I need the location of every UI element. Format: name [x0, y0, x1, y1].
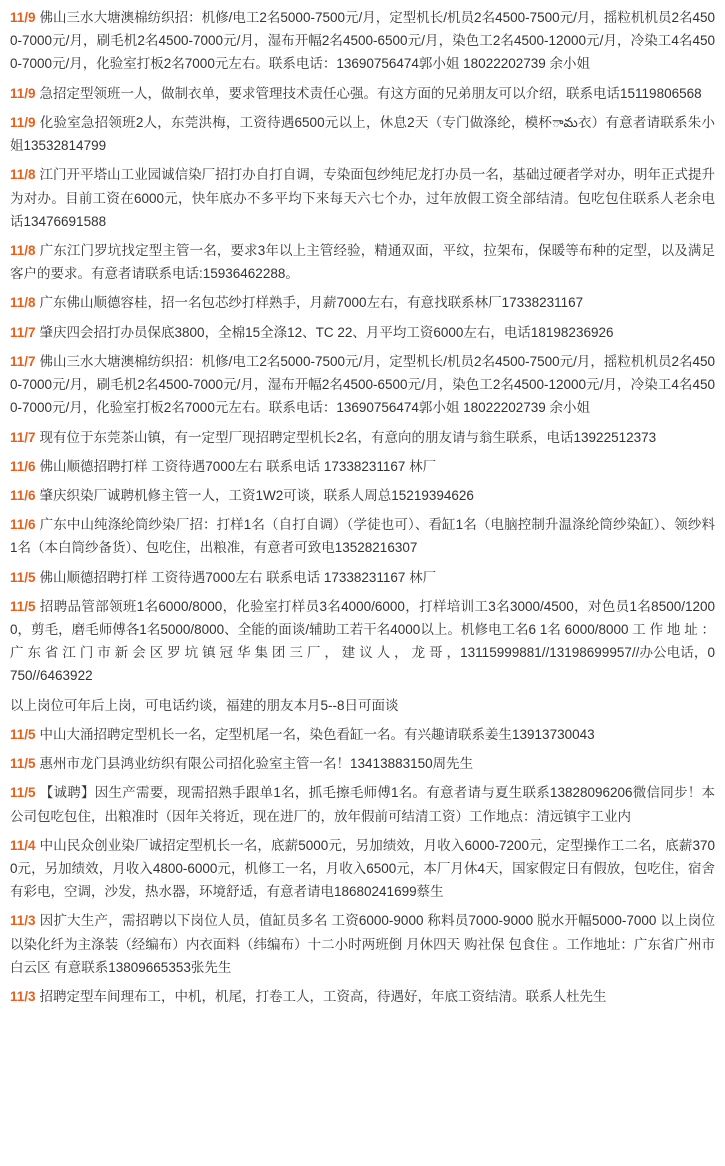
- job-posting-entry: [10, 566, 715, 589]
- posting-text: 招聘定型车间理布工，中机，机尾，打卷工人，工资高，待遇好，年底工资结清。联系人杜先生: [39, 989, 607, 1005]
- posting-text: 佛山顺德招聘打样 工资待遇7000左右 联系电话 17338231167 林厂: [39, 569, 437, 585]
- posting-text: 急招定型领班一人，做制衣单，要求管理技术责任心强。有这方面的兄弟朋友可以介绍，联系电话15119806568: [39, 85, 702, 101]
- posting-date: 11/4: [10, 837, 36, 853]
- posting-date: 11/5: [10, 569, 36, 585]
- posting-text: 佛山顺德招聘打样 工资待遇7000左右 联系电话 17338231167 林厂: [39, 458, 437, 474]
- posting-date: 11/6: [10, 458, 36, 474]
- posting-text: 江门开平塔山工业园诚信染厂招打办自打自调，专染面包纱纯尼龙打办员一名，基础过硬者学对办，明年正式提升为对办。目前工资在6000元，快年底办不多平均下来每天六七个办，过年放假工资全部结清。包吃包住联系人老余电话13476691588: [10, 167, 715, 229]
- job-posting-entry: [10, 291, 715, 314]
- posting-text: 惠州市龙门县鸿业纺织有限公司招化验室主管一名！13413883150周先生: [39, 756, 474, 772]
- posting-date: 11/7: [10, 353, 36, 369]
- posting-date: 11/6: [10, 517, 36, 533]
- posting-date: 11/8: [10, 242, 36, 258]
- posting-date: 11/7: [10, 429, 36, 445]
- posting-date: 11/5: [10, 598, 36, 614]
- job-posting-entry: [10, 426, 715, 449]
- posting-text: 化验室急招领班2人，东莞洪梅，工资待遇6500元以上，休息2天（专门做涤纶，模杯ామ衣）有意者请联系朱小姐13532814799: [10, 114, 715, 154]
- posting-date: 11/3: [10, 989, 36, 1005]
- posting-text: 佛山三水大塘澳棉纺织招：机修/电工2名5000-7500元/月，定型机长/机员2名4500-7500元/月，摇粒机机员2名4500-7000元/月，刷毛机2名4500-7000元/月，湿布开幅2名4500-6500元/月，染色工2名4500-12000元/月，冷染工4名4500-7000元/月，化验室打板2名7000元左右。联系电话：13690756474郭小姐 18022202739 余小姐: [10, 353, 715, 416]
- posting-text: 广东江门罗坑找定型主管一名，要求3年以上主管经验，精通双面，平纹，拉架布，保暖等布种的定型，以及满足客户的要求。有意者请联系电话:15936462288。: [10, 242, 715, 282]
- job-posting-entry: [10, 163, 715, 233]
- job-posting-entry: [10, 484, 715, 507]
- posting-date: 11/5: [10, 785, 36, 801]
- job-posting-entry: [10, 455, 715, 478]
- job-posting-entry: [10, 239, 715, 285]
- posting-text: 中山民众创业染厂诚招定型机长一名，底薪5000元，另加绩效，月收入6000-7200元，定型操作工二名，底薪3700元，另加绩效，月收入4800-6000元，机修工一名，月收入6500元，本厂月休4天，国家假定日有假放，包吃住，宿舍有彩电，空调，沙发，热水器，环境舒适，有意者请电18680241699蔡生: [10, 837, 715, 900]
- posting-text: 因扩大生产，需招聘以下岗位人员，值缸员多名 工资6000-9000 称料员7000-9000 脱水开幅5000-7000 以上岗位 以染化纤为主涤装（经编布）内衣面料（纬编布）十二小时两班倒 月休四天 购社保 包食住 。工作地址：广东省广州市白云区 有意联系13809665353张先生: [10, 913, 715, 975]
- posting-text: 以上岗位可年后上岗，可电话约谈，福建的朋友本月5--8日可面谈: [10, 697, 399, 713]
- posting-date: 11/8: [10, 295, 36, 311]
- posting-text: 【诚聘】因生产需要，现需招熟手跟单1名，抓毛擦毛师傅1名。有意者请与夏生联系13828096206微信同步！本公司包吃包住，出粮准时（因年关将近，现在进厂的，放年假前可结清工资）工作地点：清远镇宇工业内: [10, 785, 715, 824]
- job-posting-entry: [10, 111, 715, 157]
- job-posting-entry: [10, 985, 715, 1008]
- posting-date: 11/7: [10, 324, 36, 340]
- job-posting-entry: [10, 909, 715, 979]
- posting-text: 肇庆四会招打办员保底3800，全棉15全涤12、TC 22、月平均工资6000左右，电话18198236926: [39, 324, 614, 340]
- job-posting-entry: [10, 513, 715, 559]
- posting-date: 11/5: [10, 726, 36, 742]
- posting-date: 11/9: [10, 85, 36, 101]
- posting-date: 11/3: [10, 913, 36, 929]
- entries-container: [10, 6, 715, 1008]
- job-posting-entry: [10, 595, 715, 688]
- job-posting-entry: [10, 6, 715, 76]
- job-posting-entry: [10, 694, 715, 717]
- job-posting-entry: [10, 723, 715, 746]
- posting-text: 广东佛山顺德容桂，招一名包芯纱打样熟手，月薪7000左右，有意找联系林厂17338231167: [39, 295, 584, 311]
- posting-date: 11/5: [10, 756, 36, 772]
- posting-date: 11/6: [10, 487, 36, 503]
- posting-text: 中山大涌招聘定型机长一名，定型机尾一名，染色看缸一名。有兴趣请联系姜生13913730043: [39, 726, 595, 742]
- job-posting-entry: [10, 834, 715, 904]
- posting-text: 佛山三水大塘澳棉纺织招：机修/电工2名5000-7500元/月，定型机长/机员2名4500-7500元/月，摇粒机机员2名4500-7000元/月，刷毛机2名4500-7000元/月，湿布开幅2名4500-6500元/月，染色工2名4500-12000元/月，冷染工4名4500-7000元/月，化验室打板2名7000元左右。联系电话：13690756474郭小姐 18022202739 余小姐: [10, 10, 715, 72]
- posting-text: 肇庆织染厂诚聘机修主管一人，工资1W2可谈，联系人周总15219394626: [39, 487, 474, 503]
- posting-date: 11/8: [10, 167, 36, 183]
- job-posting-entry: [10, 350, 715, 420]
- job-posting-entry: [10, 781, 715, 827]
- posting-text: 招聘品管部领班1名6000/8000，化验室打样员3名4000/6000，打样培训工3名3000/4500，对色员1名8500/12000，剪毛，磨毛师傅各1名5000/8000、全能的面谈/辅助工若干名4000以上。机修电工名6 1名 6000/8000 工 作 地 址 ： 广 东 省 江 门 市 新 会 区 罗 坑 镇 冠 华 集 团 三 厂 ， 建 议 人 ， 龙 哥 ，13115999881//13198699957//办公电话，0750//6463922: [10, 598, 715, 684]
- job-posting-entry: [10, 752, 715, 775]
- posting-date: 11/9: [10, 10, 36, 25]
- job-posting-entry: [10, 321, 715, 344]
- posting-text: 广东中山纯涤纶筒纱染厂招：打样1名（自打自调）（学徒也可）、看缸1名（电脑控制升温涤纶筒纱染缸）、领纱料1名（本白筒纱备货）、包吃住，出粮准，有意者可致电13528216307: [10, 517, 715, 556]
- job-posting-entry: [10, 82, 715, 105]
- posting-date: 11/9: [10, 114, 36, 130]
- posting-text: 现有位于东莞茶山镇，有一定型厂现招聘定型机长2名，有意向的朋友请与翁生联系，电话13922512373: [39, 429, 657, 445]
